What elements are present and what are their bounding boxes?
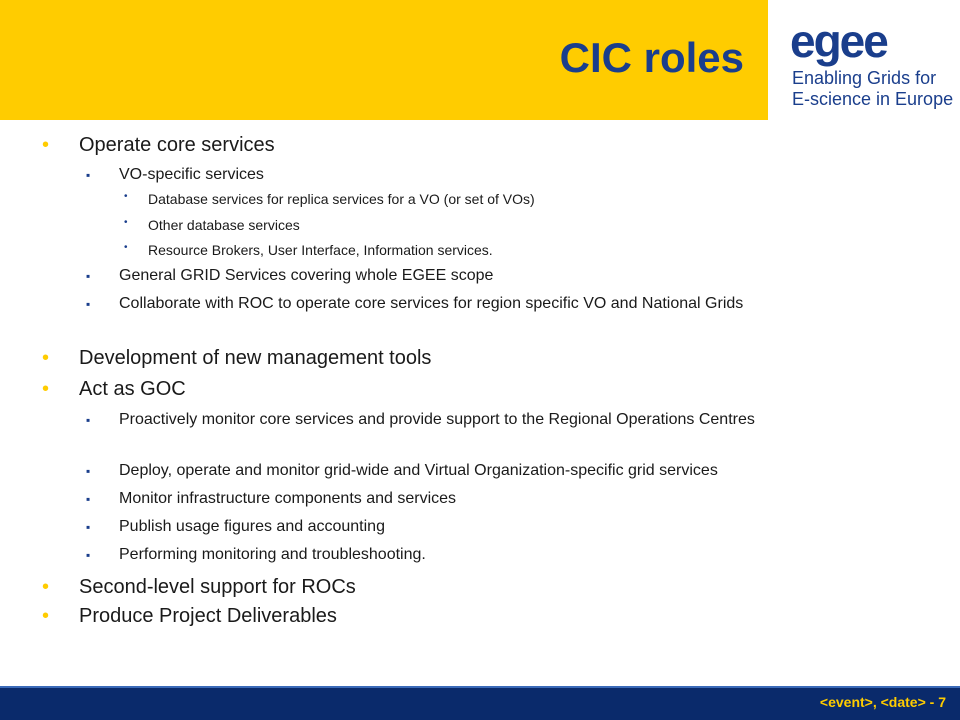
- footer-bar: [0, 686, 960, 720]
- bullet-marker: ▪: [86, 492, 91, 506]
- bullet-text: Operate core services: [79, 134, 275, 156]
- bullet-marker: ▪: [86, 413, 91, 427]
- bullet-text: Collaborate with ROC to operate core services for region specific VO and National Grids: [119, 295, 744, 312]
- bullet-marker: •: [42, 378, 50, 400]
- bullet-text: Act as GOC: [79, 378, 186, 400]
- bullet-text: General GRID Services covering whole EGEE scope: [119, 267, 494, 284]
- title-bar: [0, 0, 768, 120]
- bullet-text: Monitor infrastructure components and services: [119, 490, 457, 507]
- bullet-text: Database services for replica services for a VO (or set of VOs): [148, 191, 535, 207]
- bullet-marker: ▪: [86, 297, 91, 311]
- bullet-text: Produce Project Deliverables: [79, 605, 337, 627]
- bullet-marker: •: [42, 134, 50, 156]
- bullet-marker: ▪: [86, 548, 91, 562]
- bullet-text: Resource Brokers, User Interface, Information services.: [148, 242, 493, 258]
- bullet-marker: ▪: [86, 520, 91, 534]
- bullet-text: Other database services: [148, 217, 300, 233]
- bullet-text: Development of new management tools: [79, 347, 432, 369]
- bullet-text: Performing monitoring and troubleshooting.: [119, 546, 426, 563]
- bullet-marker: ▪: [86, 168, 91, 182]
- bullet-text: Deploy, operate and monitor grid-wide and Virtual Organization-specific grid services: [119, 462, 718, 479]
- bullet-marker: •: [124, 242, 128, 253]
- footer-divider: [0, 686, 960, 688]
- logo-tagline-1: Enabling Grids for: [792, 68, 937, 88]
- egee-logo: [768, 0, 960, 120]
- bullet-marker: •: [42, 347, 50, 369]
- bullet-text: Publish usage figures and accounting: [119, 518, 385, 535]
- logo-wordmark: egee: [790, 15, 887, 67]
- bullet-marker: •: [42, 576, 50, 598]
- bullet-marker: •: [42, 605, 50, 627]
- bullet-marker: ▪: [86, 269, 91, 283]
- bullet-text: Proactively monitor core services and provide support to the Regional Operations Centres: [119, 411, 755, 428]
- bullet-marker: ▪: [86, 464, 91, 478]
- bullet-text: VO-specific services: [119, 166, 264, 183]
- bullet-text: Second-level support for ROCs: [79, 576, 356, 598]
- bullet-marker: •: [124, 191, 128, 202]
- logo-tagline-2: E-science in Europe: [792, 89, 954, 109]
- footer-text: <event>, <date> - 7: [819, 694, 946, 710]
- bullet-marker: •: [124, 217, 128, 228]
- slide-title: CIC roles: [559, 34, 744, 81]
